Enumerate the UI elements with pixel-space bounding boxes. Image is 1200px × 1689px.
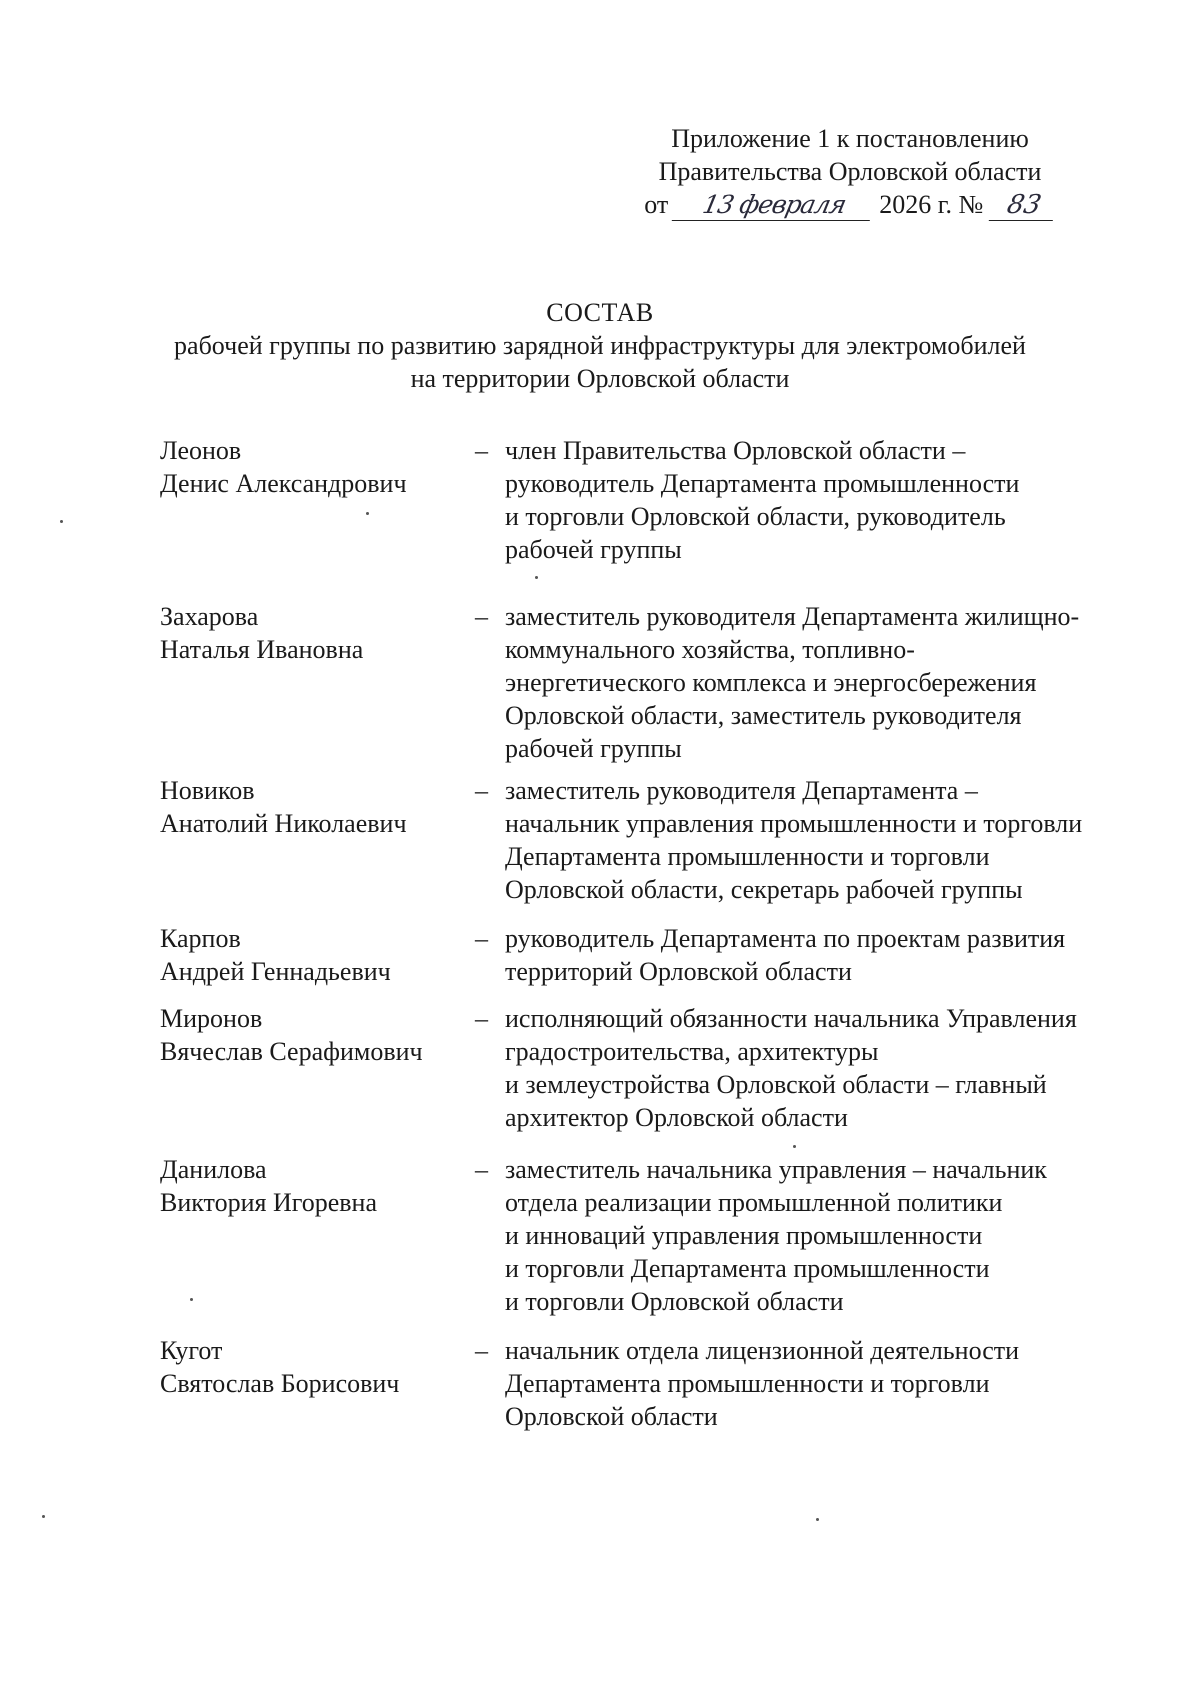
date-prefix: от <box>644 190 669 219</box>
member-role: заместитель руководителя Департамента – начальник управления промышленности и торговли Департамента промышленности и торговли Орловской области, секретарь рабочей группы <box>505 776 1083 904</box>
scan-speck <box>190 1298 193 1301</box>
appendix-header <box>600 122 1100 221</box>
document-subtitle-line-2: на территории Орловской области <box>410 364 790 393</box>
member-surname: Захарова <box>160 602 259 631</box>
member-name <box>160 774 460 840</box>
scan-speck <box>42 1515 45 1518</box>
member-given-names: Виктория Игоревна <box>160 1188 378 1217</box>
year-and-number-label: 2026 г. № <box>879 190 984 219</box>
member-name <box>160 434 460 500</box>
separator-dash: – <box>475 1155 488 1184</box>
separator-dash: – <box>475 1336 488 1365</box>
member-given-names: Андрей Геннадьевич <box>160 957 391 986</box>
document-subtitle-line-1: рабочей группы по развитию зарядной инфраструктуры для электромобилей <box>174 331 1026 360</box>
member-given-names: Вячеслав Серафимович <box>160 1037 423 1066</box>
scan-speck <box>793 1145 796 1148</box>
separator-dash: – <box>475 436 488 465</box>
member-role: начальник отдела лицензионной деятельности Департамента промышленности и торговли Орловской области <box>505 1336 1020 1431</box>
member-name <box>160 1334 460 1400</box>
member-name <box>160 600 460 666</box>
separator-dash: – <box>475 602 488 631</box>
member-role: заместитель руководителя Департамента жилищно- коммунального хозяйства, топливно- энергетического комплекса и энергосбережения Орловской области, заместитель руководителя рабочей группы <box>505 602 1080 763</box>
member-name <box>160 1002 460 1068</box>
member-given-names: Наталья Ивановна <box>160 635 364 664</box>
member-role: член Правительства Орловской области – руководитель Департамента промышленности и торговли Орловской области, руководитель рабочей группы <box>505 436 1020 564</box>
member-given-names: Анатолий Николаевич <box>160 809 407 838</box>
member-surname: Карпов <box>160 924 241 953</box>
appendix-line-2: Правительства Орловской области <box>658 157 1042 186</box>
member-surname: Новиков <box>160 776 255 805</box>
member-role: исполняющий обязанности начальника Управления градостроительства, архитектуры и землеустройства Орловской области – главный архитектор Орловской области <box>505 1004 1077 1132</box>
document-title: СОСТАВ <box>546 298 654 327</box>
appendix-line-1: Приложение 1 к постановлению <box>671 124 1029 153</box>
handwritten-date: 13 февраля <box>671 190 876 221</box>
member-role: заместитель начальника управления – начальник отдела реализации промышленной политики и инноваций управления промышленности и торговли Департамента промышленности и торговли Орловской области <box>505 1155 1047 1316</box>
member-surname: Миронов <box>160 1004 263 1033</box>
member-name <box>160 1153 460 1219</box>
handwritten-decree-number: 83 <box>988 190 1059 221</box>
member-role: руководитель Департамента по проектам развития территорий Орловской области <box>505 924 1066 986</box>
separator-dash: – <box>475 776 488 805</box>
member-surname: Данилова <box>160 1155 267 1184</box>
scan-speck <box>60 520 63 523</box>
document-title-block <box>100 296 1100 395</box>
separator-dash: – <box>475 924 488 953</box>
scan-speck <box>535 576 538 579</box>
member-name <box>160 922 460 988</box>
member-given-names: Святослав Борисович <box>160 1369 400 1398</box>
member-surname: Леонов <box>160 436 242 465</box>
member-given-names: Денис Александрович <box>160 469 407 498</box>
member-surname: Кугот <box>160 1336 223 1365</box>
scan-speck <box>816 1518 819 1521</box>
separator-dash: – <box>475 1004 488 1033</box>
scan-speck <box>366 512 369 515</box>
decree-date-line <box>600 188 1100 221</box>
